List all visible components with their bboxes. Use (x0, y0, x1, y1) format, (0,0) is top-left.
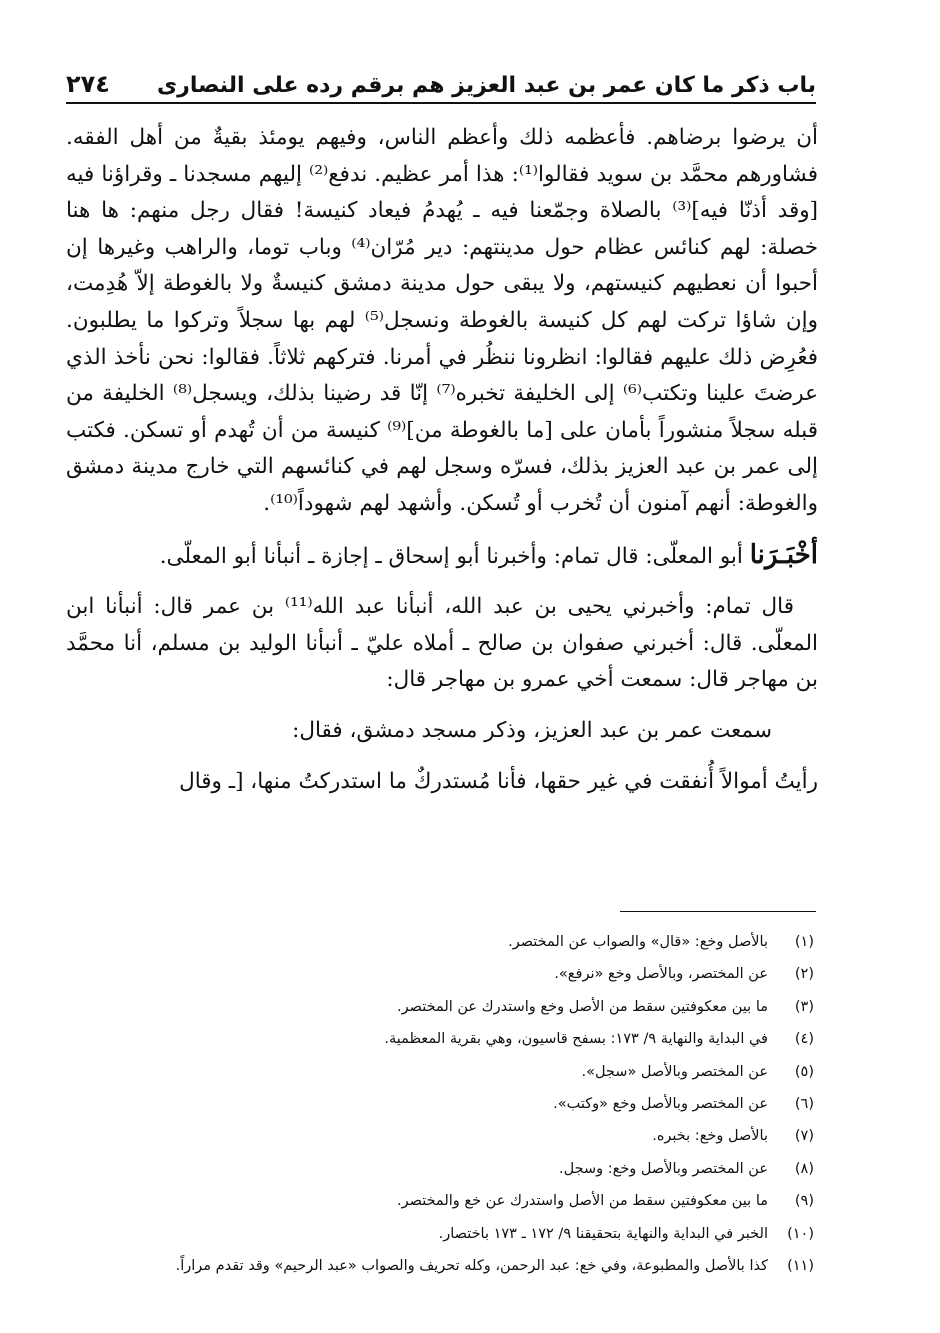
footnote (66, 958, 818, 990)
paragraph-4: سمعت عمر بن عبد العزيز، وذكر مسجد دمشق، فقال: (292, 717, 772, 743)
footnote (66, 1218, 818, 1250)
footnote (66, 1153, 818, 1185)
footnote-number: (١٠) (787, 1225, 814, 1242)
footnote (66, 1250, 818, 1282)
paragraph-5: رأيتُ أموالاً أُنفقت في غير حقها، فأنا مُستدركٌ ما استدركتُ منها، [ـ وقال (179, 768, 818, 794)
footnote (66, 1120, 818, 1152)
footnote-number: (١١) (787, 1258, 814, 1275)
running-header (66, 58, 816, 104)
footnote-text: عن المختصر وبالأصل وخع «وكتب». (553, 1096, 768, 1113)
chapter-title: باب ذكر ما كان عمر بن عبد العزيز هم برقم رده على النصارى (157, 73, 816, 98)
footnote-text: في البداية والنهاية ٩/ ١٧٣: بسفح قاسيون، وهي بقرية المعظمية. (384, 1031, 768, 1048)
footnote-separator (620, 911, 816, 912)
footnote-number: (٩) (794, 1193, 814, 1210)
footnote-number: (٤) (794, 1031, 814, 1048)
footnote-number: (١) (794, 934, 814, 950)
footnotes (66, 926, 818, 1282)
footnote-number: (٦) (794, 1096, 814, 1113)
footnote-text: ما بين معكوفتين سقط من الأصل واستدرك عن خع والمختصر. (397, 1193, 768, 1210)
main-text (66, 120, 818, 800)
paragraph-2 (66, 537, 818, 576)
paragraph-3: قال تمام: وأخبرني يحيى بن عبد الله، أنبأنا عبد الله⁽¹¹⁾ بن عمر قال: أنبأنا ابن المعلّى. قال: أخبرني صفوان بن صالح ـ أملاه عليّ ـ أنبأنا الوليد بن مسلم، أنا محمَّد بن مهاجر قال: سمعت أخي عمرو بن مهاجر قال: (66, 594, 818, 693)
footnote-text: بالأصل وخع: بخبره. (652, 1128, 768, 1145)
footnote-number: (٨) (794, 1160, 814, 1177)
footnote-text: عن المختصر، وبالأصل وخع «نرفع». (554, 966, 768, 983)
footnote-text: بالأصل وخع: «قال» والصواب عن المختصر. (508, 934, 768, 950)
footnote-text: عن المختصر وبالأصل «سجل». (581, 1063, 768, 1080)
footnote-number: (٢) (794, 966, 814, 983)
paragraph-1: أن يرضوا برضاهم. فأعظمه ذلك وأعظم الناس، وفيهم يومئذ بقيةٌ من أهل الفقه. فشاورهم محمَّد بن سويد فقالوا⁽¹⁾: هذا أمر عظيم. ندفع⁽²⁾ إليهم مسجدنا ـ وقراؤنا فيه [وقد أذنّا فيه]⁽³⁾ بالصلاة وجمّعنا فيه ـ يُهدمُ فيعاد كنيسة! فقال رجل منهم: ها هنا خصلة: لهم كنائس عظام حول مدينتهم: دير مُرّان⁽⁴⁾ وباب توما، والراهب وغيرها إن أحبوا أن نعطيهم كنيستهم، ولا يبقى حول مدينة دمشق كنيسةٌ ولا بالغوطة إلاّ هُدِمت، وإن شاؤا تركت لهم كل كنيسة بالغوطة ونسجل⁽⁵⁾ لهم بها سجلاً وتركوا ما يطلبون. فعُرِض ذلك عليهم فقالوا: انظرونا ننظُر في أمرنا. فتركهم ثلاثاً. فقالوا: نحن نأخذ الذي عرضتَ علينا وتكتب⁽⁶⁾ إلى الخليفة تخبره⁽⁷⁾ إنّا قد رضينا بذلك، ويسجل⁽⁸⁾ الخليفة من قبله سجلاً منشوراً بأمان على [ما بالغوطة من]⁽⁹⁾ كنيسة من أن تُهدم أو تسكن. فكتب إلى عمر بن عبد العزيز بذلك، فسرّه وسجل لهم في كنائسهم التي خارج مدينة دمشق والغوطة: أنهم آمنون أن تُخرب أو تُسكن. وأشهد لهم شهوداً⁽¹⁰⁾. (66, 125, 819, 516)
page-number: ٢٧٤ (66, 70, 110, 98)
footnote (66, 1023, 818, 1055)
footnote (66, 991, 818, 1023)
footnote-text: عن المختصر وبالأصل وخع: وسجل. (559, 1160, 768, 1177)
footnote-number: (٧) (794, 1128, 814, 1145)
footnote (66, 1185, 818, 1217)
footnote (66, 1056, 818, 1088)
footnote-text: الخبر في البداية والنهاية بتحقيقنا ٩/ ١٧٢ ـ ١٧٣ باختصار. (438, 1225, 768, 1242)
footnote-text: ما بين معكوفتين سقط من الأصل وخع واستدرك عن المختصر. (397, 998, 768, 1015)
footnote (66, 926, 818, 958)
ikhbar-word: أخْبَـرَنا (749, 539, 818, 570)
footnote (66, 1088, 818, 1120)
paragraph-2-text: أبو المعلّى: قال تمام: وأخبرنا أبو إسحاق ـ إجازة ـ أنبأنا أبو المعلّى. (159, 543, 743, 569)
footnote-number: (٣) (794, 998, 814, 1015)
footnote-text: كذا بالأصل والمطبوعة، وفي خع: عبد الرحمن، وكله تحريف والصواب «عبد الرحيم» وقد تقدم مراراً. (175, 1258, 768, 1275)
footnote-number: (٥) (794, 1063, 814, 1080)
